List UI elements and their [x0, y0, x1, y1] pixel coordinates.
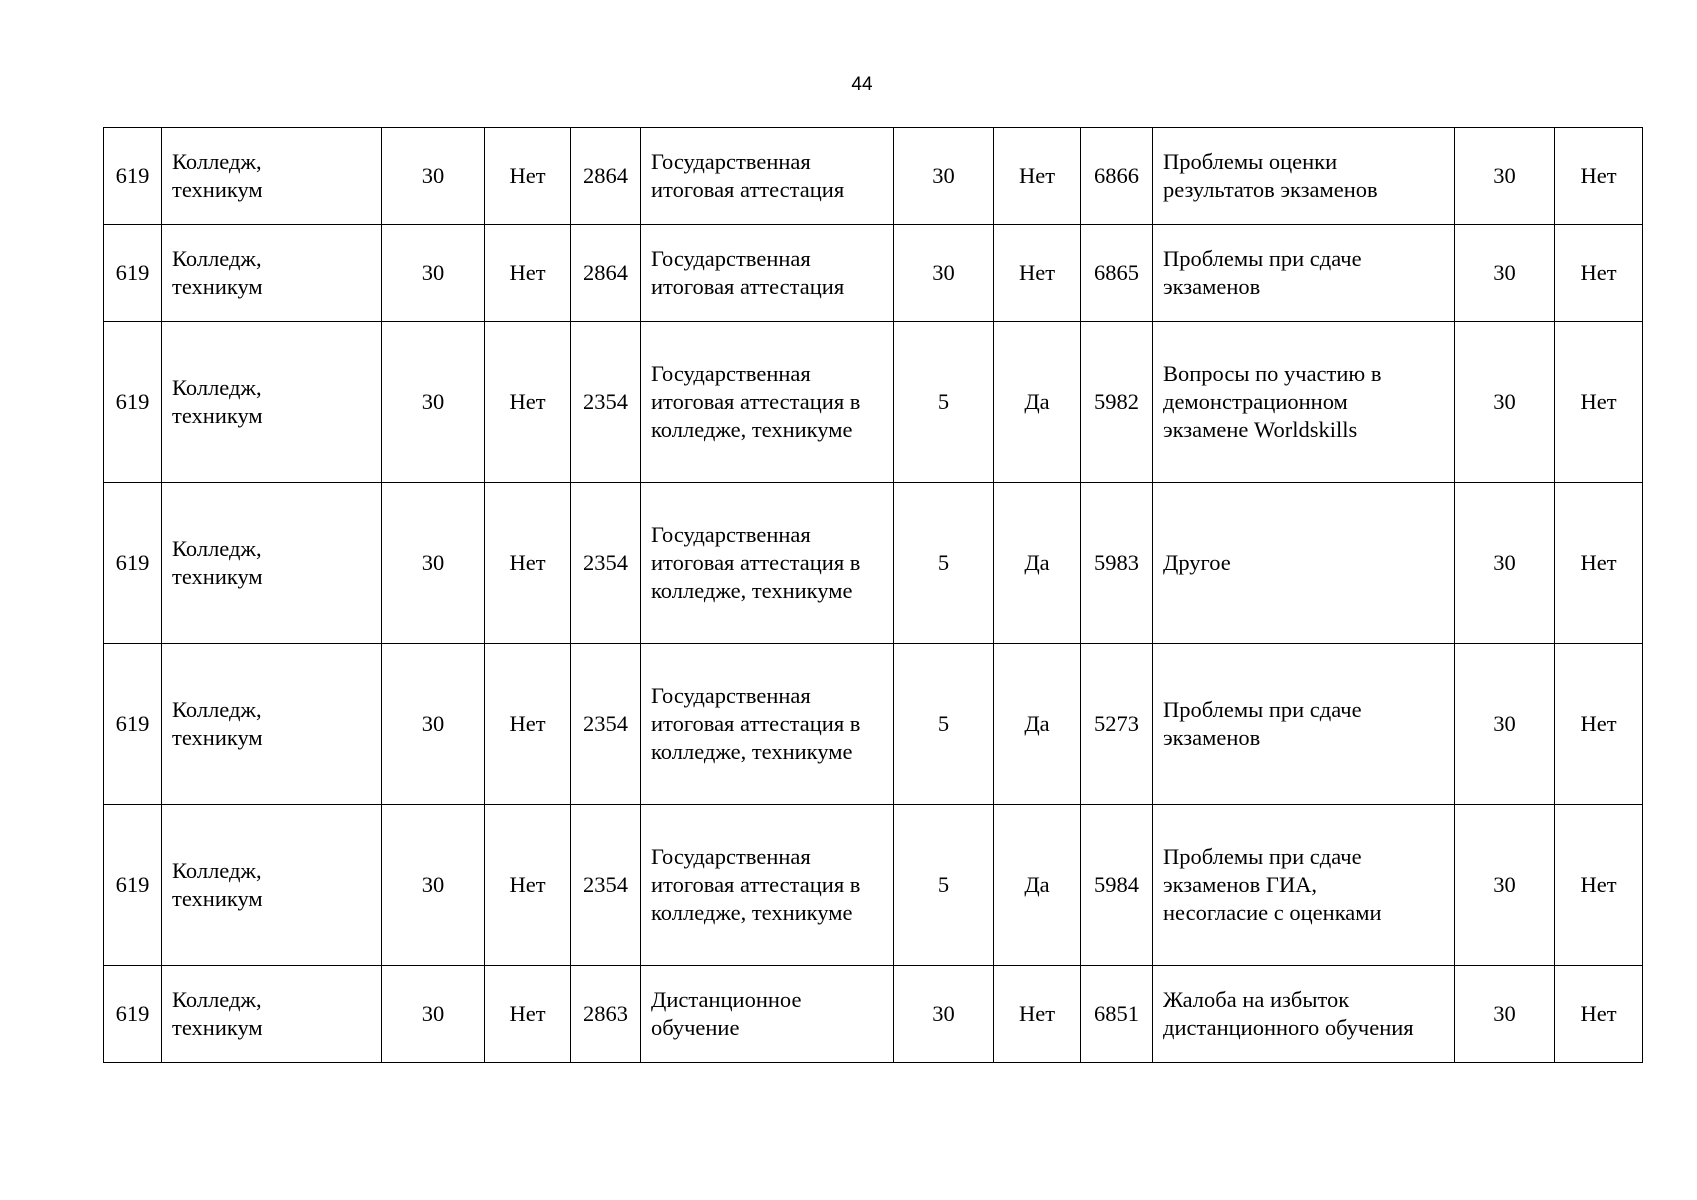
cell-id: 619	[104, 225, 162, 322]
cell-flag-1: Нет	[485, 805, 571, 966]
cell-code-2: 6865	[1081, 225, 1153, 322]
cell-days-2: 5	[894, 322, 994, 483]
cell-subtopic: Вопросы по участию в демонстрационном экзамене Worldskills	[1153, 322, 1455, 483]
table-row	[104, 322, 1643, 483]
cell-topic: Государственная итоговая аттестация в колледже, техникуме	[641, 483, 894, 644]
cell-code-2: 5273	[1081, 644, 1153, 805]
cell-flag-2: Нет	[994, 225, 1081, 322]
cell-code-1: 2864	[571, 225, 641, 322]
cell-code-1: 2863	[571, 966, 641, 1063]
cell-org-type: Колледж, техникум	[162, 483, 382, 644]
cell-org-type: Колледж, техникум	[162, 322, 382, 483]
table-row	[104, 483, 1643, 644]
cell-code-1: 2354	[571, 805, 641, 966]
table-row	[104, 966, 1643, 1063]
cell-code-1: 2864	[571, 128, 641, 225]
cell-flag-2: Да	[994, 644, 1081, 805]
cell-days-1: 30	[382, 644, 485, 805]
cell-subtopic: Проблемы при сдаче экзаменов ГИА, несогласие с оценками	[1153, 805, 1455, 966]
cell-flag-2: Нет	[994, 966, 1081, 1063]
cell-flag-2: Нет	[994, 128, 1081, 225]
cell-days-1: 30	[382, 805, 485, 966]
cell-subtopic: Жалоба на избыток дистанционного обучения	[1153, 966, 1455, 1063]
cell-flag-3: Нет	[1555, 322, 1643, 483]
cell-topic: Государственная итоговая аттестация в колледже, техникуме	[641, 322, 894, 483]
cell-topic: Дистанционное обучение	[641, 966, 894, 1063]
data-table	[103, 127, 1643, 1063]
table-row	[104, 805, 1643, 966]
cell-org-type: Колледж, техникум	[162, 225, 382, 322]
table-row	[104, 225, 1643, 322]
cell-days-3: 30	[1455, 644, 1555, 805]
cell-subtopic: Проблемы оценки результатов экзаменов	[1153, 128, 1455, 225]
cell-flag-2: Да	[994, 483, 1081, 644]
table-row	[104, 128, 1643, 225]
page-number: 44	[851, 74, 873, 95]
cell-code-2: 5982	[1081, 322, 1153, 483]
cell-id: 619	[104, 483, 162, 644]
cell-topic: Государственная итоговая аттестация в колледже, техникуме	[641, 805, 894, 966]
cell-days-2: 30	[894, 966, 994, 1063]
cell-flag-1: Нет	[485, 483, 571, 644]
table-body	[104, 128, 1643, 1063]
cell-days-3: 30	[1455, 966, 1555, 1063]
cell-days-1: 30	[382, 483, 485, 644]
cell-flag-3: Нет	[1555, 805, 1643, 966]
cell-days-1: 30	[382, 322, 485, 483]
cell-flag-3: Нет	[1555, 644, 1643, 805]
cell-id: 619	[104, 644, 162, 805]
cell-days-1: 30	[382, 966, 485, 1063]
cell-org-type: Колледж, техникум	[162, 966, 382, 1063]
cell-flag-1: Нет	[485, 225, 571, 322]
cell-flag-3: Нет	[1555, 966, 1643, 1063]
cell-code-2: 5984	[1081, 805, 1153, 966]
cell-flag-3: Нет	[1555, 225, 1643, 322]
cell-days-3: 30	[1455, 322, 1555, 483]
cell-days-3: 30	[1455, 483, 1555, 644]
cell-code-2: 6851	[1081, 966, 1153, 1063]
cell-days-2: 5	[894, 805, 994, 966]
cell-flag-2: Да	[994, 805, 1081, 966]
cell-flag-1: Нет	[485, 322, 571, 483]
cell-id: 619	[104, 805, 162, 966]
cell-days-3: 30	[1455, 128, 1555, 225]
cell-code-1: 2354	[571, 483, 641, 644]
cell-flag-2: Да	[994, 322, 1081, 483]
cell-days-2: 5	[894, 644, 994, 805]
cell-id: 619	[104, 322, 162, 483]
cell-days-1: 30	[382, 128, 485, 225]
cell-flag-1: Нет	[485, 128, 571, 225]
cell-subtopic: Проблемы при сдаче экзаменов	[1153, 644, 1455, 805]
cell-days-2: 30	[894, 128, 994, 225]
cell-days-1: 30	[382, 225, 485, 322]
cell-code-1: 2354	[571, 322, 641, 483]
cell-flag-3: Нет	[1555, 483, 1643, 644]
cell-topic: Государственная итоговая аттестация в колледже, техникуме	[641, 644, 894, 805]
cell-topic: Государственная итоговая аттестация	[641, 128, 894, 225]
cell-code-2: 6866	[1081, 128, 1153, 225]
cell-org-type: Колледж, техникум	[162, 805, 382, 966]
cell-id: 619	[104, 966, 162, 1063]
cell-code-1: 2354	[571, 644, 641, 805]
cell-org-type: Колледж, техникум	[162, 644, 382, 805]
cell-days-2: 30	[894, 225, 994, 322]
cell-subtopic: Проблемы при сдаче экзаменов	[1153, 225, 1455, 322]
cell-code-2: 5983	[1081, 483, 1153, 644]
cell-days-3: 30	[1455, 805, 1555, 966]
cell-flag-1: Нет	[485, 966, 571, 1063]
cell-days-3: 30	[1455, 225, 1555, 322]
cell-org-type: Колледж, техникум	[162, 128, 382, 225]
cell-days-2: 5	[894, 483, 994, 644]
cell-flag-1: Нет	[485, 644, 571, 805]
cell-topic: Государственная итоговая аттестация	[641, 225, 894, 322]
cell-flag-3: Нет	[1555, 128, 1643, 225]
cell-id: 619	[104, 128, 162, 225]
cell-subtopic: Другое	[1153, 483, 1455, 644]
table-row	[104, 644, 1643, 805]
